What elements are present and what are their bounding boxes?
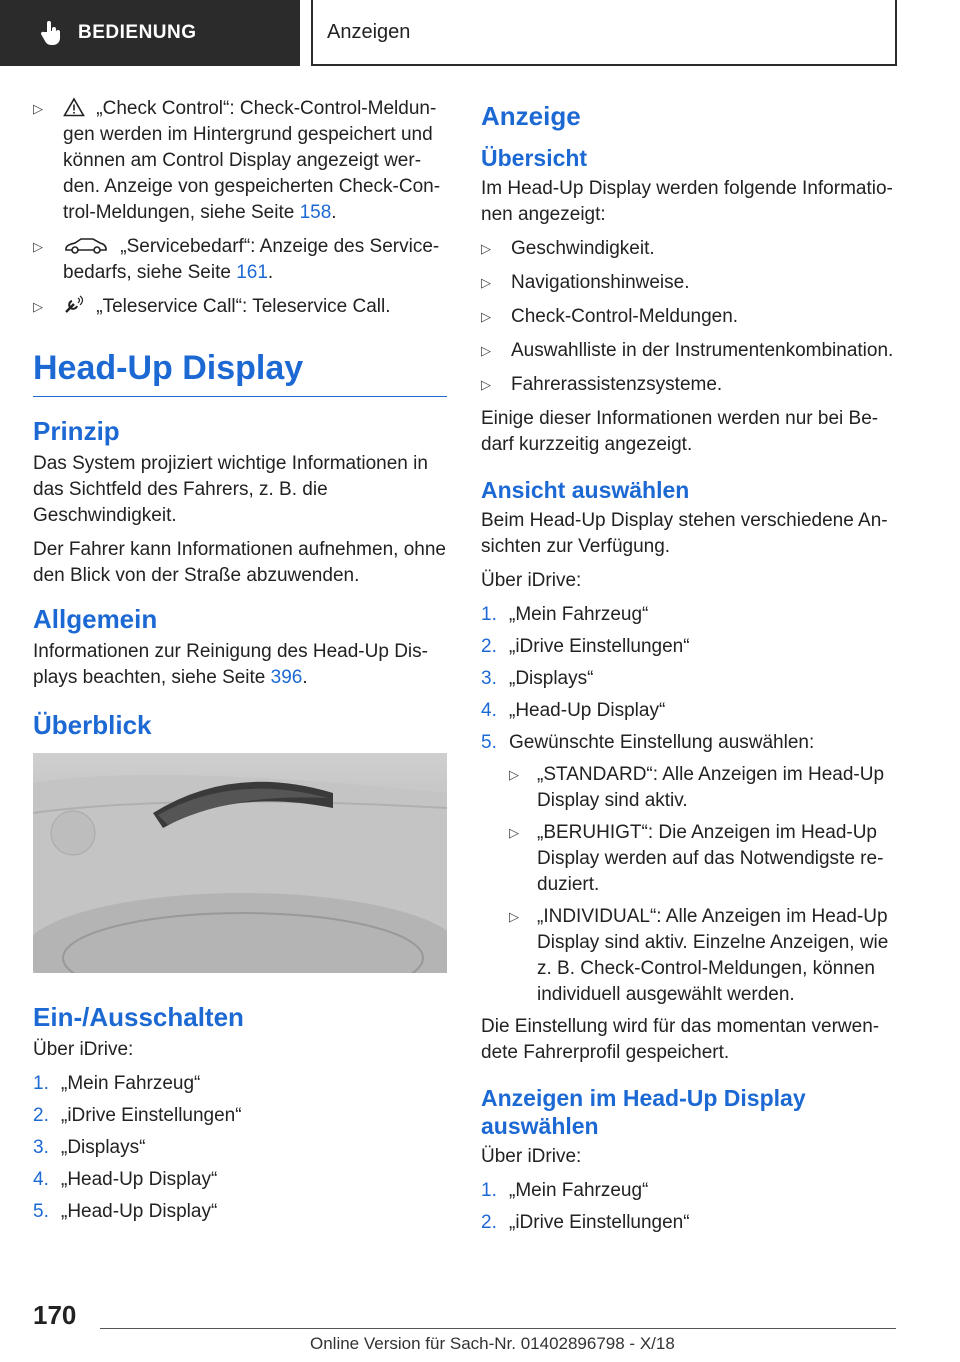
info-list xyxy=(481,236,897,398)
chapter-tab[interactable] xyxy=(311,0,897,66)
list-item: 2. „iDrive Einstellungen“ xyxy=(481,1212,690,1233)
car-service-icon xyxy=(63,237,109,255)
list-item: ▷ „BERUHIGT“: Die Anzeigen im Head-Up Display werden auf das Notwendigste reduziert. xyxy=(509,822,884,895)
list-item: 2. „iDrive Einstellungen“ xyxy=(481,636,690,657)
bullet-icon: ▷ xyxy=(33,239,43,254)
list-item: 4. „Head-Up Display“ xyxy=(481,700,666,721)
list-item: 2. „iDrive Einstellungen“ xyxy=(33,1105,242,1126)
hand-pointer-icon xyxy=(40,20,64,46)
list-item: 1. „Mein Fahrzeug“ xyxy=(481,604,649,625)
list-item: ▷ „Servicebedarf“: Anzeige des Servicebedarfs, siehe Seite 161. xyxy=(33,236,440,283)
paragraph: Beim Head-Up Display stehen verschiedene Ansichten zur Verfügung. xyxy=(481,510,888,557)
head-up-display-photo xyxy=(33,753,447,973)
heading-ueberblick: Überblick xyxy=(33,710,152,740)
list-item: ▷ Geschwindigkeit. xyxy=(481,238,655,259)
right-column xyxy=(481,96,897,1242)
paragraph: Das System projiziert wichtige Informationen in das Sichtfeld des Fahrers, z. B. die Geschwindigkeit. xyxy=(33,453,428,526)
heading-allgemein: Allgemein xyxy=(33,604,158,634)
page-link[interactable]: 158 xyxy=(299,202,332,223)
list-item: ▷ „INDIVIDUAL“: Alle Anzeigen im Head-Up Display sind aktiv. Einzelne Anzeigen, wie z. B. Check-Control-Meldungen, können individuell ausgewählt werden. xyxy=(509,906,889,1005)
paragraph: Über iDrive: xyxy=(481,1146,582,1167)
list-item: ▷ Check-Control-Meldungen. xyxy=(481,306,739,327)
section-label: BEDIENUNG xyxy=(78,22,197,43)
bullet-icon: ▷ xyxy=(33,299,43,314)
bullet-icon: ▷ xyxy=(33,101,43,116)
section-tab[interactable] xyxy=(0,0,300,66)
footer-text: Online Version für Sach-Nr. 01402896798 - X/18 xyxy=(310,1334,675,1353)
steps-list xyxy=(481,1178,897,1236)
list-item: ▷ „STANDARD“: Alle Anzeigen im Head-Up Display sind aktiv. xyxy=(509,764,885,811)
list-item: ▷ Auswahlliste in der Instrumentenkombination. xyxy=(481,340,894,361)
paragraph: Der Fahrer kann Informationen aufnehmen, ohne den Blick von der Straße abzuwenden. xyxy=(33,539,446,586)
paragraph: Über iDrive: xyxy=(481,570,582,591)
list-item: 5. „Head-Up Display“ xyxy=(33,1201,218,1222)
heading-ein-ausschalten: Ein-/Ausschalten xyxy=(33,1002,244,1032)
footer-divider xyxy=(100,1328,896,1329)
list-item: 4. „Head-Up Display“ xyxy=(33,1169,218,1190)
page-header xyxy=(0,0,960,66)
wrench-signal-icon xyxy=(63,295,85,315)
paragraph: Einige dieser Informationen werden nur bei Bedarf kurzzeitig angezeigt. xyxy=(481,408,879,455)
list-item: ▷ „Check Control“: Check-Control-Meldungen werden im Hintergrund gespeichert und können am Control Display angezeigt werden. Anzeige von gespeicherten Check-Control-Meldungen, siehe Seite 158. xyxy=(33,98,441,223)
heading-head-up-display: Head-Up Display xyxy=(33,348,447,397)
page-link[interactable]: 161 xyxy=(236,262,268,283)
chapter-label: Anzeigen xyxy=(327,20,411,43)
paragraph: Die Einstellung wird für das momentan verwendete Fahrerprofil gespeichert. xyxy=(481,1016,880,1063)
heading-anzeige: Anzeige xyxy=(481,101,581,131)
list-item: ▷ Navigationshinweise. xyxy=(481,272,690,293)
steps-list xyxy=(481,602,897,1008)
heading-anzeigen-im-hud: Anzeigen im Head-Up Display auswählen xyxy=(481,1085,806,1139)
list-item: 1. „Mein Fahrzeug“ xyxy=(481,1180,649,1201)
left-column xyxy=(33,96,447,1231)
list-item: 5. Gewünschte Einstellung auswählen: ▷ „STANDARD“: Alle Anzeigen im Head-Up Display sind aktiv. ▷ „BERUHIGT“: Die Anzeigen im Head-Up Display werden auf das Notwendigste reduziert. ▷ „INDIVIDUAL“: Alle Anzeigen im Head-Up Display sind aktiv. Einzelne Anzeigen, wie z. B. Check-Control-Meldungen, können individuell ausgewählt werden. xyxy=(481,730,897,1008)
paragraph: Im Head-Up Display werden folgende Informationen angezeigt: xyxy=(481,178,893,225)
check-control-list xyxy=(33,96,447,320)
list-item: ▷ „Teleservice Call“: Teleservice Call. xyxy=(33,294,447,320)
paragraph: Informationen zur Reinigung des Head-Up Displays beachten, siehe Seite 396. xyxy=(33,641,428,688)
warning-triangle-icon xyxy=(63,97,85,117)
list-item: 3. „Displays“ xyxy=(481,668,594,689)
paragraph: Über iDrive: xyxy=(33,1039,134,1060)
list-item: ▷ Fahrerassistenzsysteme. xyxy=(481,374,723,395)
list-item: 3. „Displays“ xyxy=(33,1137,146,1158)
page-link[interactable]: 396 xyxy=(270,667,303,688)
options-list xyxy=(509,762,897,1008)
heading-ansicht-auswaehlen: Ansicht auswählen xyxy=(481,477,690,503)
heading-prinzip: Prinzip xyxy=(33,416,120,446)
page-number: 170 xyxy=(33,1300,77,1330)
steps-list xyxy=(33,1071,447,1225)
list-item: 1. „Mein Fahrzeug“ xyxy=(33,1073,201,1094)
heading-uebersicht: Übersicht xyxy=(481,145,588,171)
